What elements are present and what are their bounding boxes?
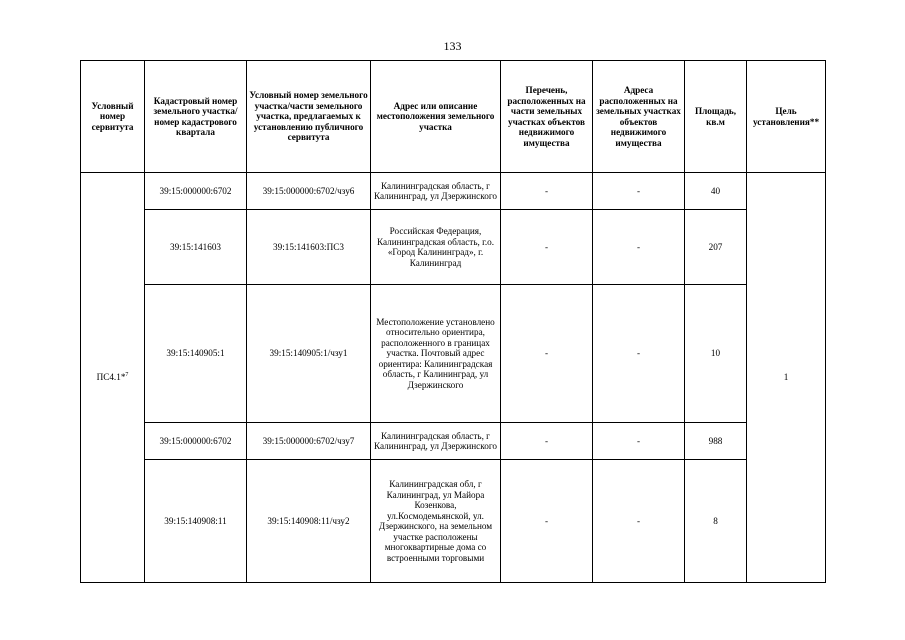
table-row	[81, 210, 826, 285]
conditional-cell: 39:15:000000:6702/чзу6	[247, 173, 371, 210]
table-header-row	[81, 61, 826, 173]
object-addresses-cell: -	[593, 210, 685, 285]
header-conditional-number: Условный номер земельного участка/части земельного участка, предлагаемых к установлению публичного сервитута	[247, 61, 371, 173]
address-cell: Калининградская область, г Калининград, ул Дзержинского	[371, 423, 501, 460]
table-row	[81, 423, 826, 460]
objects-cell: -	[501, 173, 593, 210]
header-address: Адрес или описание местоположения земельного участка	[371, 61, 501, 173]
servitude-id: ПС4.1*	[96, 372, 126, 383]
cadastral-cell: 39:15:140908:11	[145, 460, 247, 583]
area-cell: 988	[685, 423, 747, 460]
area-cell: 10	[685, 285, 747, 423]
cadastral-cell: 39:15:000000:6702	[145, 173, 247, 210]
object-addresses-cell: -	[593, 460, 685, 583]
object-addresses-cell: -	[593, 423, 685, 460]
conditional-cell: 39:15:140908:11/чзу2	[247, 460, 371, 583]
area-cell: 40	[685, 173, 747, 210]
objects-cell: -	[501, 285, 593, 423]
address-cell: Местоположение установлено относительно ориентира, расположенного в границах участка. Почтовый адрес ориентира: Калининградская область, г Калининград, ул Дзержинского	[371, 285, 501, 423]
servitude-id-footnote: 7	[125, 372, 129, 379]
servitude-id-cell	[81, 173, 145, 583]
table-row	[81, 173, 826, 210]
conditional-cell: 39:15:141603:ПС3	[247, 210, 371, 285]
objects-cell: -	[501, 210, 593, 285]
conditional-cell: 39:15:000000:6702/чзу7	[247, 423, 371, 460]
header-purpose: Цель установления**	[747, 61, 826, 173]
objects-cell: -	[501, 423, 593, 460]
area-cell: 207	[685, 210, 747, 285]
table-row	[81, 285, 826, 423]
table-row	[81, 460, 826, 583]
conditional-cell: 39:15:140905:1/чзу1	[247, 285, 371, 423]
address-cell: Российская Федерация, Калининградская область, г.о. «Город Калининград», г. Калининград	[371, 210, 501, 285]
header-objects-list: Перечень, расположенных на части земельных участках объектов недвижимого имущества	[501, 61, 593, 173]
servitude-table	[80, 60, 826, 583]
object-addresses-cell: -	[593, 173, 685, 210]
area-cell: 8	[685, 460, 747, 583]
objects-cell: -	[501, 460, 593, 583]
header-area: Площадь, кв.м	[685, 61, 747, 173]
header-servitude-number: Условный номер сервитута	[81, 61, 145, 173]
address-cell: Калининградская обл, г Калининград, ул Майора Козенкова, ул.Космодемьянской, ул. Дзержинского, на земельном участке расположены многоквартирные дома со встроенными торговыми	[371, 460, 501, 583]
cadastral-cell: 39:15:141603	[145, 210, 247, 285]
cadastral-cell: 39:15:140905:1	[145, 285, 247, 423]
header-object-addresses: Адреса расположенных на земельных участках объектов недвижимого имущества	[593, 61, 685, 173]
object-addresses-cell: -	[593, 285, 685, 423]
purpose-cell: 1	[747, 173, 826, 583]
address-cell: Калининградская область, г Калининград, ул Дзержинского	[371, 173, 501, 210]
page-number: 133	[443, 39, 462, 53]
cadastral-cell: 39:15:000000:6702	[145, 423, 247, 460]
header-cadastral-number: Кадастровый номер земельного участка/номер кадастрового квартала	[145, 61, 247, 173]
